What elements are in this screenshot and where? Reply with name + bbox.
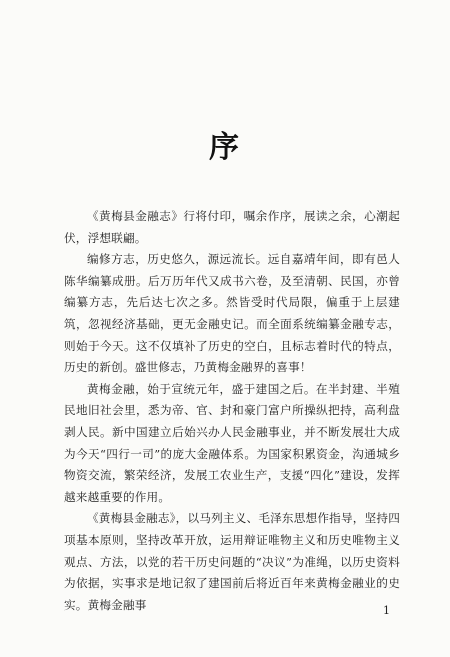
preface-body — [64, 206, 400, 616]
page-number: 1 — [383, 604, 390, 617]
page-title: 序 — [209, 130, 241, 165]
paragraph-3: 黄梅金融，始于宣统元年，盛于建国之后。在半封建、半殖民地旧社会里，悉为帝、官、封和豪门富户所操纵把持，高利盘剥人民。新中国建立后始兴办人民金融事业，并不断发展壮大成为今天“四行一司”的庞大金融体系。为国家积累资金，沟通城乡物资交流，繁荣经济，发展工农业生产，支援“四化”建设，发挥越来越重要的作用。 — [64, 381, 400, 504]
paragraph-1: 《黄梅县金融志》行将付印，嘱余作序，展读之余，心潮起伏，浮想联翩。 — [64, 209, 400, 245]
paragraph-2: 编修方志，历史悠久，源远流长。远自嘉靖年间，即有邑人陈华编纂成册。后万历年代又成书六卷，及至清朝、民国，亦曾编纂方志，先后达七次之多。然皆受时代局限，偏重于上层建筑，忽视经济基础，更无金融史记。而全面系统编纂金融专志，则始于今天。这不仅填补了历史的空白，且标志着时代的特点，历史的新创。盛世修志，乃黄梅金融界的喜事！ — [64, 252, 400, 375]
paragraph-4: 《黄梅县金融志》，以马列主义、毛泽东思想作指导，坚持四项基本原则，坚持改革开放，运用辩证唯物主义和历史唯物主义观点、方法，以党的若干历史问题的“决议”为准绳，以历史资料为依据，实事求是地记叙了建国前后将近百年来黄梅金融业的史实。黄梅金融事 — [64, 511, 400, 612]
